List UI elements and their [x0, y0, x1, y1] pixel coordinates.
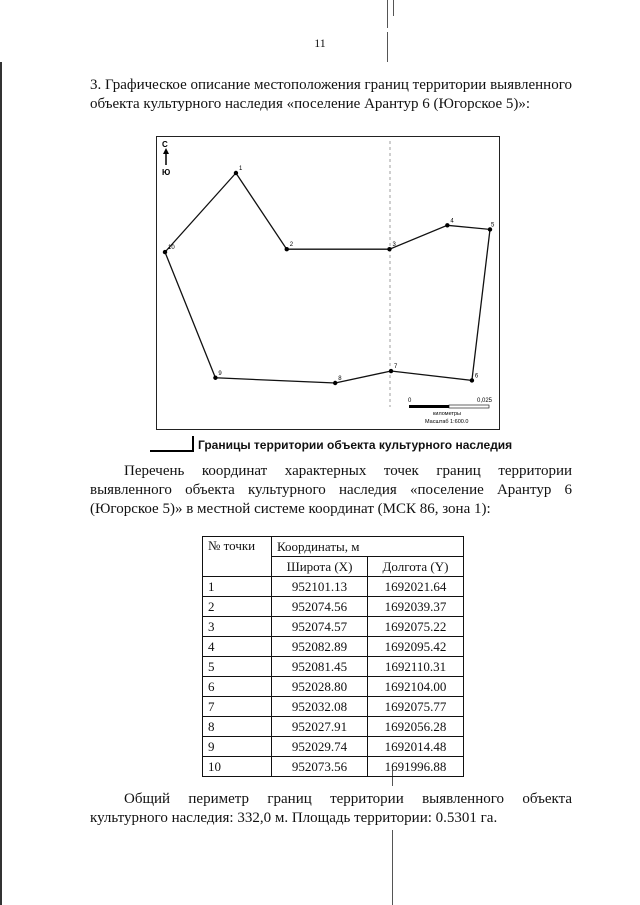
scan-fold-line — [387, 0, 388, 28]
cell-longitude: 1692021.64 — [368, 577, 464, 597]
boundary-point-label: 2 — [289, 242, 294, 249]
cell-longitude: 1692056.28 — [368, 717, 464, 737]
table-row — [203, 737, 464, 757]
scale-start: 0 — [408, 398, 412, 404]
boundary-point — [163, 250, 167, 254]
scale-bar-white — [449, 405, 489, 408]
boundary-map-svg — [157, 137, 499, 429]
scale-ratio: Масштаб 1:600.0 — [425, 419, 469, 425]
cell-latitude: 952032.08 — [272, 697, 368, 717]
cell-point: 4 — [203, 637, 272, 657]
cell-point: 10 — [203, 757, 272, 777]
cell-longitude: 1692075.22 — [368, 617, 464, 637]
boundary-point — [445, 223, 449, 227]
header-point: № точки — [203, 537, 272, 577]
cell-point: 8 — [203, 717, 272, 737]
cell-latitude: 952074.56 — [272, 597, 368, 617]
cell-point: 5 — [203, 657, 272, 677]
cell-longitude: 1692095.42 — [368, 637, 464, 657]
cell-latitude: 952074.57 — [272, 617, 368, 637]
summary-paragraph: Общий периметр границ территории выявленного объекта культурного наследия: 332,0 м. Площадь территории: 0.5301 га. — [90, 791, 572, 826]
cell-latitude: 952081.45 — [272, 657, 368, 677]
table-row — [203, 657, 464, 677]
table-row — [203, 697, 464, 717]
header-latitude: Широта (X) — [272, 557, 368, 577]
cell-longitude: 1692039.37 — [368, 597, 464, 617]
table-row — [203, 617, 464, 637]
table-body — [203, 577, 464, 777]
table-row — [203, 597, 464, 617]
boundary-point-label: 10 — [168, 245, 175, 252]
cell-point: 7 — [203, 697, 272, 717]
scan-fold-line — [392, 830, 393, 905]
scale-unit: километры — [433, 411, 461, 417]
scale-bar — [408, 398, 493, 425]
table-row — [203, 577, 464, 597]
coordinates-table — [202, 536, 464, 777]
legend-label: Границы территории объекта культурного наследия — [198, 438, 513, 452]
north-label: С — [162, 140, 168, 149]
boundary-point — [333, 381, 337, 385]
boundary-point — [387, 247, 391, 251]
boundary-polygon — [165, 173, 490, 383]
boundary-point — [285, 247, 289, 251]
cell-latitude: 952073.56 — [272, 757, 368, 777]
boundary-point-label: 1 — [238, 166, 243, 172]
cell-point: 6 — [203, 677, 272, 697]
cell-longitude: 1692014.48 — [368, 737, 464, 757]
boundary-point — [213, 376, 217, 380]
cell-latitude: 952029.74 — [272, 737, 368, 757]
cell-latitude: 952082.89 — [272, 637, 368, 657]
legend-boundary-swatch — [150, 436, 194, 452]
cell-point: 3 — [203, 617, 272, 637]
boundary-point-label: 5 — [491, 222, 495, 229]
boundary-map — [156, 136, 500, 430]
south-label: Ю — [162, 168, 171, 177]
boundary-point-label: 4 — [450, 218, 454, 225]
table-row — [203, 757, 464, 777]
cell-latitude: 952101.13 — [272, 577, 368, 597]
section-heading: 3. Графическое описание местоположения границ территории выявленного объекта культурного наследия «поселение Арантур 6 (Югорское 5)»: — [90, 77, 572, 112]
cell-latitude: 952028.80 — [272, 677, 368, 697]
map-legend — [150, 432, 512, 452]
boundary-point-label: 8 — [338, 376, 342, 382]
cell-point: 1 — [203, 577, 272, 597]
boundary-point-label: 3 — [392, 242, 396, 249]
boundary-point-label: 6 — [474, 373, 479, 380]
table-header-row — [203, 537, 464, 557]
table-row — [203, 637, 464, 657]
boundary-point-label: 9 — [218, 370, 222, 377]
table-row — [203, 677, 464, 697]
scan-fold-line — [393, 0, 394, 16]
header-longitude: Долгота (Y) — [368, 557, 464, 577]
intro-paragraph: Перечень координат характерных точек границ территории выявленного объекта культурного наследия «поселение Арантур 6 (Югорское 5)» в местной системе координат (МСК 86, зона 1): — [90, 463, 572, 517]
cell-point: 2 — [203, 597, 272, 617]
scale-end: 0,025 — [477, 398, 493, 404]
cell-longitude: 1692075.77 — [368, 697, 464, 717]
cell-latitude: 952027.91 — [272, 717, 368, 737]
header-coordinates: Координаты, м — [272, 537, 464, 557]
boundary-point-label: 7 — [394, 364, 398, 371]
table-row — [203, 717, 464, 737]
cell-longitude: 1691996.88 — [368, 757, 464, 777]
boundary-point — [470, 378, 474, 382]
cell-longitude: 1692104.00 — [368, 677, 464, 697]
boundary-point — [389, 369, 393, 373]
cell-point: 9 — [203, 737, 272, 757]
cell-longitude: 1692110.31 — [368, 657, 464, 677]
page-number: 11 — [314, 36, 326, 50]
boundary-point — [234, 171, 238, 175]
north-arrow — [162, 140, 170, 177]
scan-edge-line — [0, 62, 2, 905]
